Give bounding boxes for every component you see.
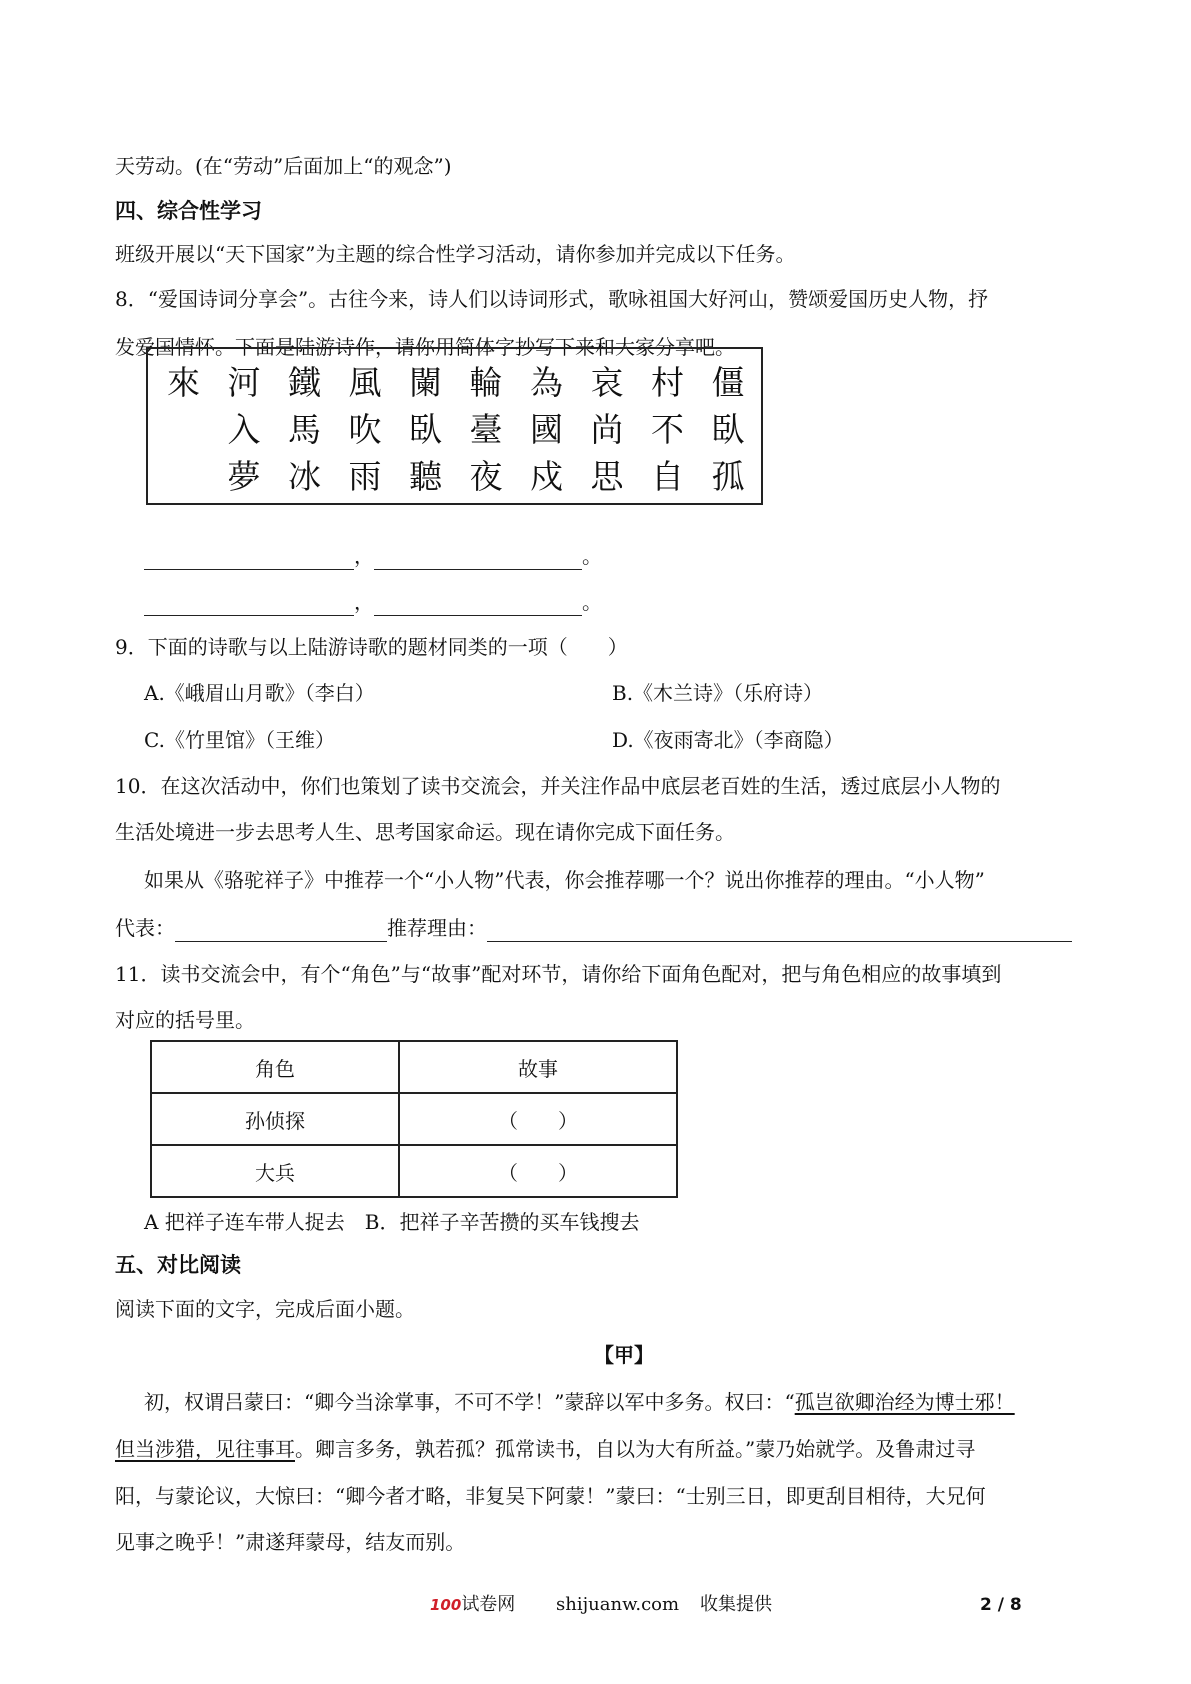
answer-blank[interactable] <box>144 593 354 616</box>
passage-line-2 <box>115 1435 975 1463</box>
representative-blank[interactable] <box>175 919 387 942</box>
q9-option-b[interactable]: B.《木兰诗》（乐府诗） <box>612 681 824 705</box>
answer-line-1 <box>144 542 602 570</box>
poem-column <box>406 359 446 500</box>
poem-character: 戍 <box>530 457 563 496</box>
footer-domain[interactable]: shijuanw.com <box>556 1594 680 1615</box>
passage-line-4: 见事之晚乎！”肃遂拜蒙母，结友而别。 <box>115 1530 466 1554</box>
poem-column <box>587 359 627 500</box>
question-8-line-2: 发爱国情怀。下面是陆游诗作，请你用简体字抄写下来和大家分享吧。 <box>115 335 735 359</box>
poem-character: 入 <box>227 410 261 449</box>
poem-column <box>285 359 325 500</box>
header-story: 故事 <box>399 1041 677 1093</box>
poem-column <box>345 359 385 500</box>
calligraphy-poem-box <box>146 347 763 505</box>
poem-character: 思 <box>590 457 624 496</box>
poem-character: 臥 <box>711 410 745 449</box>
poem-character: 孤 <box>711 457 745 496</box>
table-row <box>151 1145 677 1197</box>
role-cell: 大兵 <box>151 1145 399 1197</box>
table-header-row <box>151 1041 677 1093</box>
section-5-intro: 阅读下面的文字，完成后面小题。 <box>115 1297 415 1321</box>
answer-blank[interactable] <box>374 547 582 570</box>
reason-label: 推荐理由： <box>387 916 487 940</box>
poem-character: 哀 <box>590 363 624 402</box>
passage-text: 初，权谓吕蒙曰：“卿今当涂掌事，不可不学！”蒙辞以军中多务。权曰：“ <box>144 1390 795 1414</box>
poem-character: 臺 <box>469 410 503 449</box>
q9-option-c[interactable]: C.《竹里馆》（王维） <box>144 728 335 752</box>
footer-credit: 收集提供 <box>700 1594 772 1615</box>
poem-character: 闌 <box>409 363 442 402</box>
poem-character: 鐵 <box>288 363 321 402</box>
poem-character: 聽 <box>409 457 442 496</box>
passage-text: 。卿言多务，孰若孤？孤常读书，自以为大有所益。”蒙乃始就学。及鲁肃过寻 <box>295 1437 976 1461</box>
poem-character: 來 <box>167 363 200 402</box>
poem-character: 臥 <box>409 410 442 449</box>
period: 。 <box>582 544 602 568</box>
poem-column <box>224 359 264 500</box>
table-row <box>151 1093 677 1145</box>
comma: ， <box>354 544 374 568</box>
poem-column <box>708 359 748 500</box>
poem-character: 不 <box>651 410 684 449</box>
header-role: 角色 <box>151 1041 399 1093</box>
period: 。 <box>582 590 602 614</box>
page-number: 2 / 8 <box>980 1595 1022 1615</box>
site-name: 试卷网 <box>461 1594 516 1615</box>
poem-column <box>527 359 567 500</box>
underlined-sentence: 但当涉猎，见往事耳 <box>115 1437 295 1461</box>
story-answer-cell[interactable]: （ ） <box>399 1145 677 1197</box>
poem-character: 風 <box>348 363 382 402</box>
answer-line-2 <box>144 588 602 616</box>
poem-character: 村 <box>651 363 684 402</box>
passage-title: 【甲】 <box>594 1343 654 1367</box>
poem-column <box>648 359 688 500</box>
story-answer-cell[interactable]: （ ） <box>399 1093 677 1145</box>
poem-character: 尚 <box>590 410 624 449</box>
underlined-sentence: 孤岂欲卿治经为博士邪！ <box>794 1390 1015 1414</box>
poem-column <box>466 359 506 500</box>
passage-line-1 <box>144 1388 1015 1416</box>
question-10-line-4 <box>115 914 1072 942</box>
passage-line-3: 阳，与蒙论议，大惊曰：“卿今者才略，非复吴下阿蒙！”蒙曰：“士别三日，即更刮目相待，大兄何 <box>115 1484 986 1508</box>
question-11-line-2: 对应的括号里。 <box>115 1008 255 1032</box>
poem-character: 僵 <box>711 363 745 402</box>
comma: ， <box>354 590 374 614</box>
question-10-line-3: 如果从《骆驼祥子》中推荐一个“小人物”代表，你会推荐哪一个？说出你推荐的理由。“小人物” <box>144 868 985 892</box>
poem-character: 輪 <box>469 363 503 402</box>
poem-character: 雨 <box>348 457 382 496</box>
q9-option-a[interactable]: A.《峨眉山月歌》（李白） <box>144 681 375 705</box>
role-cell: 孙侦探 <box>151 1093 399 1145</box>
poem-character: 國 <box>530 410 563 449</box>
poem-character: 夢 <box>227 457 261 496</box>
footer <box>430 1593 515 1617</box>
poem-character: 冰 <box>288 457 321 496</box>
poem-character: 河 <box>227 363 261 402</box>
question-11-options: A 把祥子连车带人捉去 B．把祥子辛苦攒的买车钱搜去 <box>144 1210 640 1234</box>
answer-blank[interactable] <box>374 593 582 616</box>
poem-character: 馬 <box>288 410 321 449</box>
representative-label: 代表： <box>115 916 175 940</box>
section-heading-4: 四、综合性学习 <box>115 199 262 223</box>
question-10-line-1: 10．在这次活动中，你们也策划了读书交流会，并关注作品中底层老百姓的生活，透过底层小人物的 <box>115 774 1001 798</box>
reason-blank[interactable] <box>487 919 1072 942</box>
poem-character: 夜 <box>469 457 503 496</box>
section-4-intro: 班级开展以“天下国家”为主题的综合性学习活动，请你参加并完成以下任务。 <box>115 242 796 266</box>
poem-character: 自 <box>651 457 684 496</box>
answer-blank[interactable] <box>144 547 354 570</box>
poem-column <box>164 359 204 500</box>
question-11-line-1: 11．读书交流会中，有个“角色”与“故事”配对环节，请你给下面角色配对，把与角色相应的故事填到 <box>115 962 1002 986</box>
question-9: 9．下面的诗歌与以上陆游诗歌的题材同类的一项（ ） <box>115 635 628 659</box>
text-line-continuation: 天劳动。(在“劳动”后面加上“的观念”) <box>115 154 452 178</box>
section-heading-5: 五、对比阅读 <box>115 1253 241 1277</box>
poem-character: 為 <box>530 363 563 402</box>
role-story-table <box>150 1040 678 1198</box>
q9-option-d[interactable]: D.《夜雨寄北》（李商隐） <box>612 728 844 752</box>
poem-character: 吹 <box>348 410 382 449</box>
question-10-line-2: 生活处境进一步去思考人生、思考国家命运。现在请你完成下面任务。 <box>115 820 735 844</box>
question-8-line-1: 8．“爱国诗词分享会”。古往今来，诗人们以诗词形式，歌咏祖国大好河山，赞颂爱国历史人物，抒 <box>115 287 989 311</box>
site-logo-icon: 100 <box>430 1596 462 1614</box>
